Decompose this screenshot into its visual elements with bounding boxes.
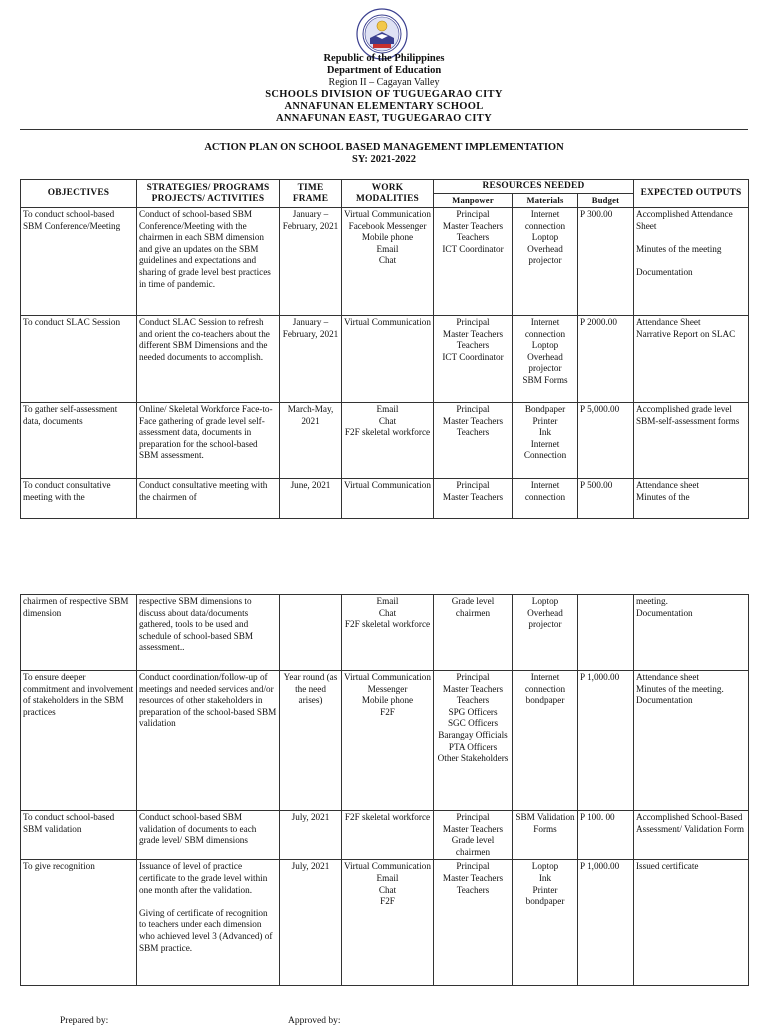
outputs-cell: Attendance sheet Minutes of the meeting. Documentation bbox=[634, 671, 749, 811]
outputs-cell: Attendance sheet Minutes of the bbox=[634, 479, 749, 519]
work-modalities-header: WORK MODALITIES bbox=[342, 180, 434, 208]
materials-cell: Internet connection Loptop Overhead projector bbox=[513, 208, 578, 316]
resources-header: RESOURCES NEEDED bbox=[434, 180, 634, 194]
time-frame-cell bbox=[280, 595, 342, 671]
materials-cell: Internet connection Loptop Overhead projector SBM Forms bbox=[513, 316, 578, 403]
budget-cell: P 1,000.00 bbox=[578, 671, 634, 811]
work-modalities-cell: Virtual Communication bbox=[342, 479, 434, 519]
prepared-by-label: Prepared by: bbox=[60, 1016, 109, 1026]
department-line: Department of Education bbox=[326, 65, 442, 76]
manpower-cell: Principal Master Teachers Teachers ICT Coordinator bbox=[434, 208, 513, 316]
work-modalities-cell: Email Chat F2F skeletal workforce bbox=[342, 403, 434, 479]
time-frame-cell: January – February, 2021 bbox=[280, 316, 342, 403]
table-row bbox=[21, 316, 749, 403]
materials-cell: Bondpaper Printer Ink Internet Connection bbox=[513, 403, 578, 479]
work-modalities-cell: F2F skeletal workforce bbox=[342, 811, 434, 860]
title-line: ACTION PLAN ON SCHOOL BASED MANAGEMENT IMPLEMENTATION bbox=[204, 142, 564, 153]
approved-by-label: Approved by: bbox=[288, 1016, 341, 1026]
strategy-issuance: Issuance of level of practice certificate to the grade level within one month after the validation. bbox=[139, 861, 268, 895]
budget-cell: P 300.00 bbox=[578, 208, 634, 316]
time-frame-cell: January – February, 2021 bbox=[280, 208, 342, 316]
strategy-cell bbox=[137, 860, 280, 986]
table-row bbox=[21, 208, 749, 316]
work-modalities-cell: Virtual Communication bbox=[342, 316, 434, 403]
objective-cell: To give recognition bbox=[21, 860, 137, 986]
division-line: SCHOOLS DIVISION OF TUGUEGARAO CITY bbox=[265, 89, 503, 100]
objective-cell: To gather self-assessment data, documents bbox=[21, 403, 137, 479]
header-divider bbox=[20, 129, 748, 130]
action-plan-table-continued bbox=[20, 594, 749, 986]
work-modalities-cell: Virtual Communication Messenger Mobile phone F2F bbox=[342, 671, 434, 811]
time-frame-cell: March-May, 2021 bbox=[280, 403, 342, 479]
table-row bbox=[21, 479, 749, 519]
manpower-cell: Principal Master Teachers Teachers bbox=[434, 860, 513, 986]
table-row bbox=[21, 403, 749, 479]
budget-cell: P 1,000.00 bbox=[578, 860, 634, 986]
materials-header: Materials bbox=[513, 194, 578, 208]
school-year: SY: 2021-2022 bbox=[351, 154, 417, 165]
outputs-cell: Accomplished grade level SBM-self-assessment forms bbox=[634, 403, 749, 479]
objective-cell: To conduct consultative meeting with the bbox=[21, 479, 137, 519]
budget-cell: P 2000.00 bbox=[578, 316, 634, 403]
work-modalities-cell: Virtual Communication Email Chat F2F bbox=[342, 860, 434, 986]
objective-cell: To conduct school-based SBM Conference/Meeting bbox=[21, 208, 137, 316]
time-frame-cell: July, 2021 bbox=[280, 860, 342, 986]
manpower-cell: Principal Master Teachers Teachers bbox=[434, 403, 513, 479]
table-row bbox=[21, 811, 749, 860]
time-frame-header: TIME FRAME bbox=[280, 180, 342, 208]
strategy-cell: respective SBM dimensions to discuss about data/documents gathered, tools to be used and schedule of school-based SBM assessment.. bbox=[137, 595, 280, 671]
strategy-cell: Conduct consultative meeting with the chairmen of bbox=[137, 479, 280, 519]
strategies-header: STRATEGIES/ PROGRAMS PROJECTS/ ACTIVITIES bbox=[137, 180, 280, 208]
time-frame-cell: June, 2021 bbox=[280, 479, 342, 519]
budget-cell: P 100. 00 bbox=[578, 811, 634, 860]
work-modalities-cell: Virtual Communication Facebook Messenger Mobile phone Email Chat bbox=[342, 208, 434, 316]
region-line: Region II – Cagayan Valley bbox=[328, 77, 440, 88]
outputs-cell: Issued certificate bbox=[634, 860, 749, 986]
document-title bbox=[0, 142, 768, 166]
materials-cell: SBM Validation Forms bbox=[513, 811, 578, 860]
table-row bbox=[21, 671, 749, 811]
manpower-cell: Principal Master Teachers Teachers ICT Coordinator bbox=[434, 316, 513, 403]
strategy-cell: Conduct of school-based SBM Conference/Meeting with the chairmen in each SBM dimension and give an updates on the SBM guidelines and expectations and sharing of grade level best practices in time of pandemic. bbox=[137, 208, 280, 316]
time-frame-cell: Year round (as the need arises) bbox=[280, 671, 342, 811]
budget-cell: P 5,000.00 bbox=[578, 403, 634, 479]
work-modalities-cell: Email Chat F2F skeletal workforce bbox=[342, 595, 434, 671]
materials-cell: Loptop Ink Printer bondpaper bbox=[513, 860, 578, 986]
table-row bbox=[21, 595, 749, 671]
republic-line: Republic of the Philippines bbox=[323, 53, 445, 64]
objective-cell: To conduct SLAC Session bbox=[21, 316, 137, 403]
letterhead bbox=[0, 53, 768, 125]
manpower-cell: Principal Master Teachers Teachers SPG Officers SGC Officers Barangay Officials PTA Officers Other Stakeholders bbox=[434, 671, 513, 811]
budget-header: Budget bbox=[578, 194, 634, 208]
outputs-cell: Accomplished School-Based Assessment/ Validation Form bbox=[634, 811, 749, 860]
outputs-cell: Accomplished Attendance Sheet Minutes of the meeting Documentation bbox=[634, 208, 749, 316]
budget-cell bbox=[578, 595, 634, 671]
address-line: ANNAFUNAN EAST, TUGUEGARAO CITY bbox=[275, 113, 492, 124]
table-row bbox=[21, 860, 749, 986]
manpower-header: Manpower bbox=[434, 194, 513, 208]
budget-cell: P 500.00 bbox=[578, 479, 634, 519]
materials-cell: Internet connection bondpaper bbox=[513, 671, 578, 811]
manpower-cell: Principal Master Teachers Grade level chairmen bbox=[434, 811, 513, 860]
strategy-cell: Conduct school-based SBM validation of documents to each grade level/ SBM dimensions bbox=[137, 811, 280, 860]
manpower-cell: Principal Master Teachers bbox=[434, 479, 513, 519]
objectives-header: OBJECTIVES bbox=[21, 180, 137, 208]
strategy-giving: Giving of certificate of recognition to teachers under each dimension who achieved level 3 (Advanced) of SBM practice. bbox=[139, 907, 273, 953]
action-plan-table bbox=[20, 179, 749, 519]
time-frame-cell: July, 2021 bbox=[280, 811, 342, 860]
outputs-cell: Attendance Sheet Narrative Report on SLAC bbox=[634, 316, 749, 403]
objective-cell: chairmen of respective SBM dimension bbox=[21, 595, 137, 671]
manpower-cell: Grade level chairmen bbox=[434, 595, 513, 671]
outputs-cell: meeting. Documentation bbox=[634, 595, 749, 671]
strategy-cell: Conduct SLAC Session to refresh and orient the co-teachers about the different SBM Dimensions and the needed documents to accomplish. bbox=[137, 316, 280, 403]
expected-outputs-header: EXPECTED OUTPUTS bbox=[634, 180, 749, 208]
school-line: ANNAFUNAN ELEMENTARY SCHOOL bbox=[284, 101, 484, 112]
strategy-cell: Conduct coordination/follow-up of meetings and needed services and/or resources of other stakeholders in preparation of the school-based SBM validation bbox=[137, 671, 280, 811]
materials-cell: Internet connection bbox=[513, 479, 578, 519]
objective-cell: To ensure deeper commitment and involvement of stakeholders in the SBM practices bbox=[21, 671, 137, 811]
materials-cell: Loptop Overhead projector bbox=[513, 595, 578, 671]
strategy-cell: Online/ Skeletal Workforce Face-to-Face gathering of grade level self-assessment data, documents in preparation for the school-based SBM assessment. bbox=[137, 403, 280, 479]
objective-cell: To conduct school-based SBM validation bbox=[21, 811, 137, 860]
